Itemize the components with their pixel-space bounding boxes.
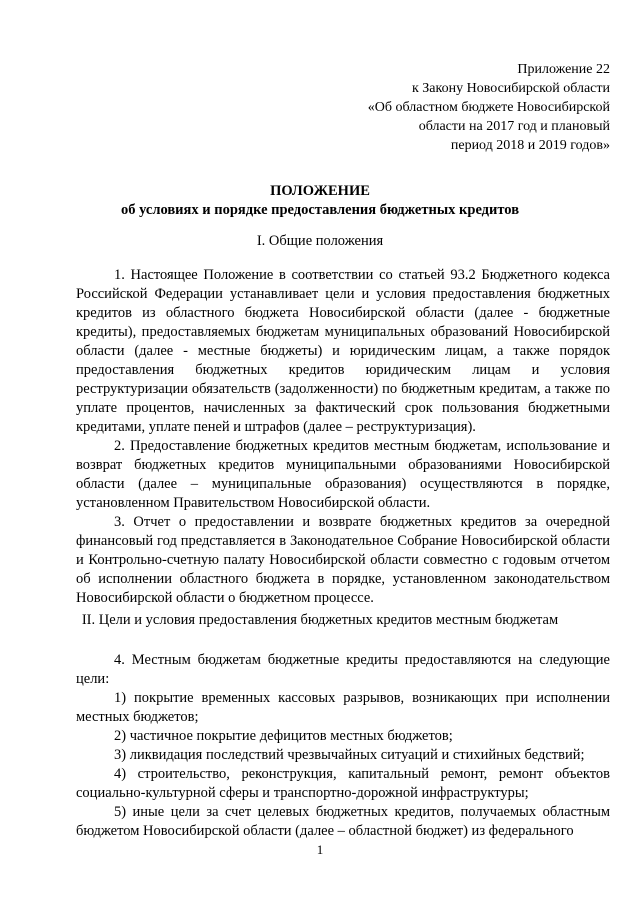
list-item: 3) ликвидация последствий чрезвычайных ситуаций и стихийных бедствий;	[114, 747, 585, 763]
list-item: 1) покрытие временных кассовых разрывов, возникающих при исполнении местных бюджетов;	[76, 690, 610, 725]
list-item: 2) частичное покрытие дефицитов местных бюджетов;	[114, 728, 453, 744]
appendix-line: «Об областном бюджете Новосибирской	[367, 100, 610, 115]
appendix-line: области на 2017 год и плановый	[418, 119, 610, 134]
paragraph: 2. Предоставление бюджетных кредитов местным бюджетам, использование и возврат бюджетных кредитов муниципальными образованиями Новосибирской области (далее – муниципальные образования) осуществляются в порядке, установленном Правительством Новосибирской области.	[76, 438, 610, 511]
section-heading-goals: II. Цели и условия предоставления бюджетных кредитов местным бюджетам	[81, 612, 559, 628]
section-body-goals	[76, 651, 610, 841]
appendix-reference	[368, 60, 610, 155]
appendix-line: к Закону Новосибирской области	[411, 81, 610, 96]
page-number: 1	[316, 842, 324, 857]
paragraph: 3. Отчет о предоставлении и возврате бюджетных кредитов за очередной финансовый год представляется в Законодательное Собрание Новосибирской области и Контрольно-счетную палату Новосибирской области совместно с годовым отчетом об исполнении областного бюджета в порядке, установленном законодательством Новосибирской области о бюджетном процессе.	[76, 514, 610, 606]
list-item: 4) строительство, реконструкция, капитальный ремонт, ремонт объектов социально-культурной сферы и транспортно-дорожной инфраструктуры;	[76, 766, 610, 801]
appendix-line: Приложение 22	[517, 62, 610, 77]
list-item: 5) иные цели за счет целевых бюджетных кредитов, получаемых областным бюджетом Новосибирской области (далее – областной бюджет) из федерального	[76, 804, 610, 839]
document-subtitle: об условиях и порядке предоставления бюджетных кредитов	[120, 202, 520, 218]
section-body-general	[76, 266, 610, 608]
appendix-line: период 2018 и 2019 годов»	[450, 138, 610, 153]
document-title: ПОЛОЖЕНИЕ	[270, 183, 370, 199]
paragraph: 1. Настоящее Положение в соответствии со статьей 93.2 Бюджетного кодекса Российской Федерации устанавливает цели и условия предоставления бюджетных кредитов из областного бюджета Новосибирской области (далее - бюджетные кредиты), предоставляемых бюджетам муниципальных образований Новосибирской области (далее - местные бюджеты) и юридическим лицам, а также порядок предоставления бюджетных кредитов юридическим лицам и условия реструктуризации обязательств (задолженности) по бюджетным кредитам, а также по уплате процентов, начисленных за фактический срок пользования бюджетными кредитами, уплате пеней и штрафов (далее – реструктуризация).	[76, 267, 610, 435]
section-heading-general: I. Общие положения	[256, 233, 384, 249]
paragraph: 4. Местным бюджетам бюджетные кредиты предоставляются на следующие цели:	[76, 652, 610, 687]
